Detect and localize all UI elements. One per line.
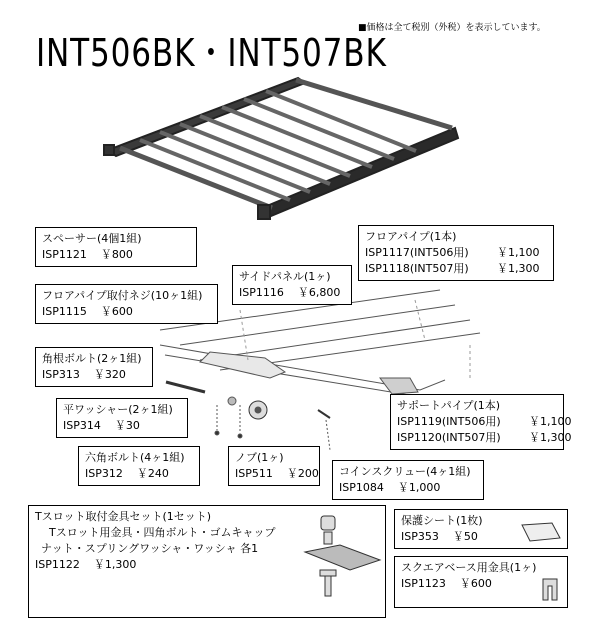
part-price: ￥6,800: [297, 286, 341, 299]
part-protect-sheet: [394, 509, 568, 549]
part-code: ISP313: [42, 368, 80, 381]
part-support-pipe: [390, 394, 572, 450]
part-code: ISP1120(INT507用): [397, 431, 501, 444]
part-price: ￥1,100: [529, 415, 572, 428]
part-name: フロアパイプ取付ネジ(10ヶ1組): [42, 289, 203, 302]
part-code: ISP1122: [35, 558, 80, 571]
part-floor-screw: [35, 284, 218, 324]
part-price: ￥240: [136, 467, 169, 480]
part-code: ISP511: [235, 467, 273, 480]
part-name: スペーサー(4個1組): [42, 232, 142, 245]
part-code: ISP1117(INT506用): [365, 246, 469, 259]
part-name: 平ワッシャー(2ヶ1組): [63, 403, 173, 416]
part-tslot: [28, 505, 386, 618]
part-price: ￥1,300: [93, 558, 137, 571]
part-code: ISP1115: [42, 305, 87, 318]
roof-rack-image: [104, 78, 458, 219]
part-side-panel: [232, 265, 352, 305]
tax-note: ■価格は全て税別（外税）を表示しています。: [358, 23, 546, 33]
part-contents: ナット・スプリングワッシャ・ワッシャ 各1: [41, 542, 259, 555]
part-price: ￥1,000: [397, 481, 441, 494]
part-name: ノブ(1ヶ): [235, 451, 284, 464]
page-title: INT506BK・INT507BK: [36, 31, 387, 75]
part-washer: [56, 398, 188, 438]
part-code: ISP312: [85, 467, 123, 480]
part-hex-bolt: [78, 446, 200, 486]
part-contents: Tスロット用金具・四角ボルト・ゴムキャップ: [49, 526, 276, 539]
part-price: ￥800: [100, 248, 133, 261]
part-price: ￥320: [93, 368, 126, 381]
part-name: 角根ボルト(2ヶ1組): [42, 352, 142, 365]
part-code: ISP1118(INT507用): [365, 262, 469, 275]
part-code: ISP1116: [239, 286, 284, 299]
part-name: 保護シート(1枚): [401, 514, 483, 527]
part-price: ￥600: [459, 577, 492, 590]
part-name: Tスロット取付金具セット(1セット): [35, 510, 212, 523]
part-price: ￥50: [452, 530, 478, 543]
part-name: フロアパイプ(1本): [365, 230, 457, 243]
part-spacer: [35, 227, 197, 267]
part-code: ISP1121: [42, 248, 87, 261]
part-coin-screw: [332, 460, 484, 500]
part-code: ISP1084: [339, 481, 384, 494]
part-price: ￥1,300: [497, 262, 540, 275]
part-price: ￥1,100: [497, 246, 540, 259]
part-floor-pipe: [358, 225, 554, 281]
part-square-base: [394, 556, 568, 608]
part-code: ISP1123: [401, 577, 446, 590]
part-name: 六角ボルト(4ヶ1組): [85, 451, 185, 464]
part-name: サイドパネル(1ヶ): [239, 270, 331, 283]
part-price: ￥600: [100, 305, 133, 318]
part-price: ￥200: [286, 467, 319, 480]
part-name: サポートパイプ(1本): [397, 399, 501, 412]
part-name: コインスクリュー(4ヶ1組): [339, 465, 471, 478]
part-square-bolt: [35, 347, 153, 387]
part-code: ISP314: [63, 419, 101, 432]
part-name: スクエアベース用金具(1ヶ): [401, 561, 537, 574]
part-price: ￥30: [114, 419, 140, 432]
part-code: ISP1119(INT506用): [397, 415, 501, 428]
part-price: ￥1,300: [529, 431, 572, 444]
part-code: ISP353: [401, 530, 439, 543]
part-knob: [228, 446, 320, 486]
